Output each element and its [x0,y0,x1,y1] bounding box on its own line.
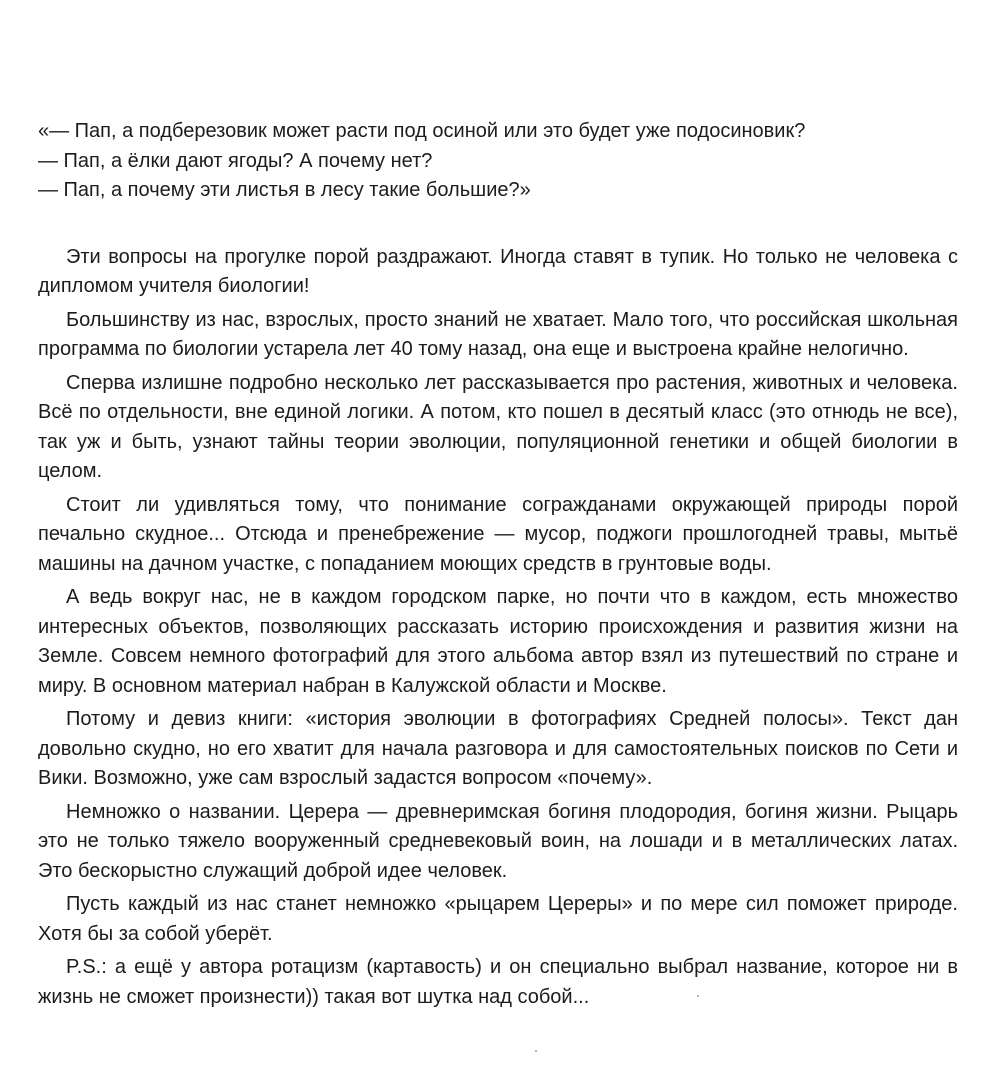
paragraph: Немножко о названии. Церера — древнеримская богиня плодородия, богиня жизни. Рыцарь это не только тяжело вооруженный средневековый воин, на лошади и в металлических латах. Это бескорыстно служащий доброй идее человек. [38,800,958,882]
epigraph-line: «— Пап, а подберезовик может расти под осиной или это будет уже подосиновик? [38,120,806,142]
epigraph-line: — Пап, а почему эти листья в лесу такие большие?» [38,179,531,201]
paragraph: P.S.: а ещё у автора ротацизм (картавость) и он специально выбрал название, которое ни в жизнь не сможет произнести)) такая вот шутка над собой... [38,956,958,1008]
paper-speck [535,1050,537,1052]
paragraph: Стоит ли удивляться тому, что понимание согражданами окружающей природы порой печально скудное... Отсюда и пренебрежение — мусор, поджоги прошлогодней травы, мытьё машины на дачном участке, с попаданием моющих средств в грунтовые воды. [38,493,958,575]
epigraph-line: — Пап, а ёлки дают ягоды? А почему нет? [38,149,433,172]
paper-speck [697,995,699,997]
page-text [38,117,958,1016]
paragraph: Сперва излишне подробно несколько лет рассказывается про растения, животных и человека. Всё по отдельности, вне единой логики. А потом, кто пошел в десятый класс (это отнюдь не все), так уж и быть, узнают тайны теории эволюции, популяционной генетики и общей биологии в целом. [38,371,958,482]
paragraph: Эти вопросы на прогулке порой раздражают. Иногда ставят в тупик. Но только не человека с дипломом учителя биологии! [38,245,958,297]
epigraph-dialogue [38,117,958,206]
paragraph: Потому и девиз книги: «история эволюции в фотографиях Средней полосы». Текст дан довольно скудно, но его хватит для начала разговора и для самостоятельных поисков по Сети и Вики. Возможно, уже сам взрослый задастся вопросом «почему». [38,708,958,789]
paragraph: А ведь вокруг нас, не в каждом городском парке, но почти что в каждом, есть множество интересных объектов, позволяющих рассказать историю происхождения и развития жизни на Земле. Совсем немного фотографий для этого альбома автор взял из путешествий по стране и миру. В основном материал набран в Калужской области и Москве. [38,586,958,697]
paragraph: Пусть каждый из нас станет немножко «рыцарем Цереры» и по мере сил поможет природе. Хотя бы за собой уберёт. [38,893,958,945]
paragraph: Большинству из нас, взрослых, просто знаний не хватает. Мало того, что российская школьная программа по биологии устарела лет 40 тому назад, она еще и выстроена крайне нелогично. [38,308,958,360]
